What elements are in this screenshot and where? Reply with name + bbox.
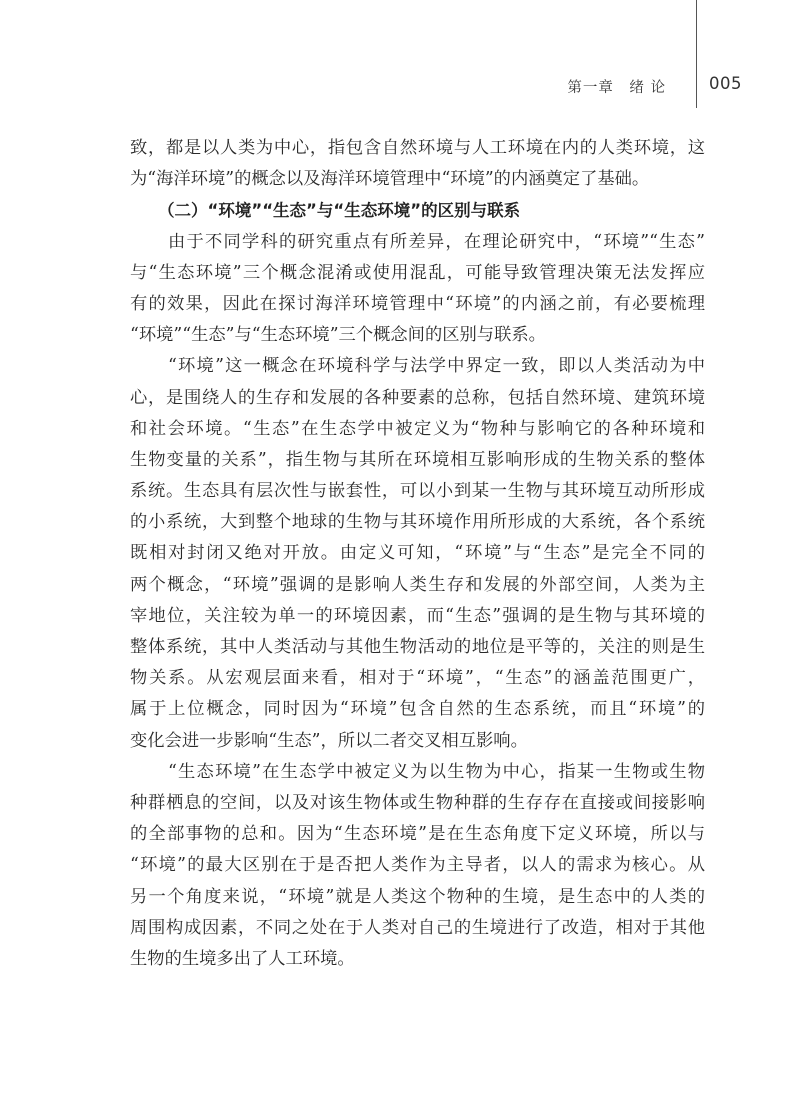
text-line: 种群栖息的空间，以及对该生物体或生物种群的生存存在直接或间接影响 <box>130 792 705 813</box>
text-line: 与“生态环境”三个概念混淆或使用混乱，可能导致管理决策无法发挥应 <box>130 262 705 283</box>
text-line: 系统。生态具有层次性与嵌套性，可以小到某一生物与其环境互动所形成 <box>130 481 705 502</box>
text-line: 另一个角度来说，“环境”就是人类这个物种的生境，是生态中的人类的 <box>130 886 705 907</box>
text-line: 变化会进一步影响“生态”，所以二者交叉相互影响。 <box>130 730 528 751</box>
text-line: 周围构成因素，不同之处在于人类对自己的生境进行了改造，相对于其他 <box>130 917 705 938</box>
text-line: 属于上位概念，同时因为“环境”包含自然的生态系统，而且“环境”的 <box>130 699 705 720</box>
text-line: “生态环境”在生态学中被定义为以生物为中心，指某一生物或生物 <box>168 761 705 782</box>
text-line: 致，都是以人类为中心，指包含自然环境与人工环境在内的人类环境，这 <box>130 138 705 158</box>
text-line: 整体系统，其中人类活动与其他生物活动的地位是平等的，关注的则是生 <box>130 637 705 657</box>
chapter-title: 第一章 绪 论 <box>567 80 666 96</box>
text-line: “环境”这一概念在环境科学与法学中界定一致，即以人类活动为中 <box>168 356 705 377</box>
text-line: 物关系。从宏观层面来看，相对于“环境”，“生态”的涵盖范围更广， <box>130 668 705 689</box>
section-heading: （二）“环境”“生态”与“生态环境”的区别与联系 <box>158 201 521 221</box>
text-line: “环境”的最大区别在于是否把人类作为主导者，以人的需求为核心。从 <box>130 855 705 876</box>
body-text <box>130 133 705 975</box>
text-line: 既相对封闭又绝对开放。由定义可知，“环境”与“生态”是完全不同的 <box>130 543 705 564</box>
text-line: “环境”“生态”与“生态环境”三个概念间的区别与联系。 <box>130 325 546 346</box>
text-line: 的全部事物的总和。因为“生态环境”是在生态角度下定义环境，所以与 <box>130 824 705 845</box>
text-line: 宰地位，关注较为单一的环境因素，而“生态”强调的是生物与其环境的 <box>130 605 705 626</box>
text-line: 和社会环境。“生态”在生态学中被定义为“物种与影响它的各种环境和 <box>130 418 705 439</box>
text-line: 心，是围绕人的生存和发展的各种要素的总称，包括自然环境、建筑环境 <box>130 387 705 408</box>
text-line: 由于不同学科的研究重点有所差异，在理论研究中，“环境”“生态” <box>168 231 705 252</box>
text-line: 有的效果，因此在探讨海洋环境管理中“环境”的内涵之前，有必要梳理 <box>130 293 705 314</box>
running-header <box>560 74 780 102</box>
text-line: 生物的生境多出了人工环境。 <box>130 948 355 969</box>
text-line: 生物变量的关系”，指生物与其所在环境相互影响形成的生物关系的整体 <box>130 449 705 470</box>
text-line: 为“海洋环境”的概念以及海洋环境管理中“环境”的内涵奠定了基础。 <box>130 169 650 190</box>
page-number: 005 <box>709 74 742 93</box>
text-line: 的小系统，大到整个地球的生物与其环境作用所形成的大系统，各个系统 <box>130 512 705 533</box>
text-line: 两个概念，“环境”强调的是影响人类生存和发展的外部空间，人类为主 <box>130 574 705 595</box>
